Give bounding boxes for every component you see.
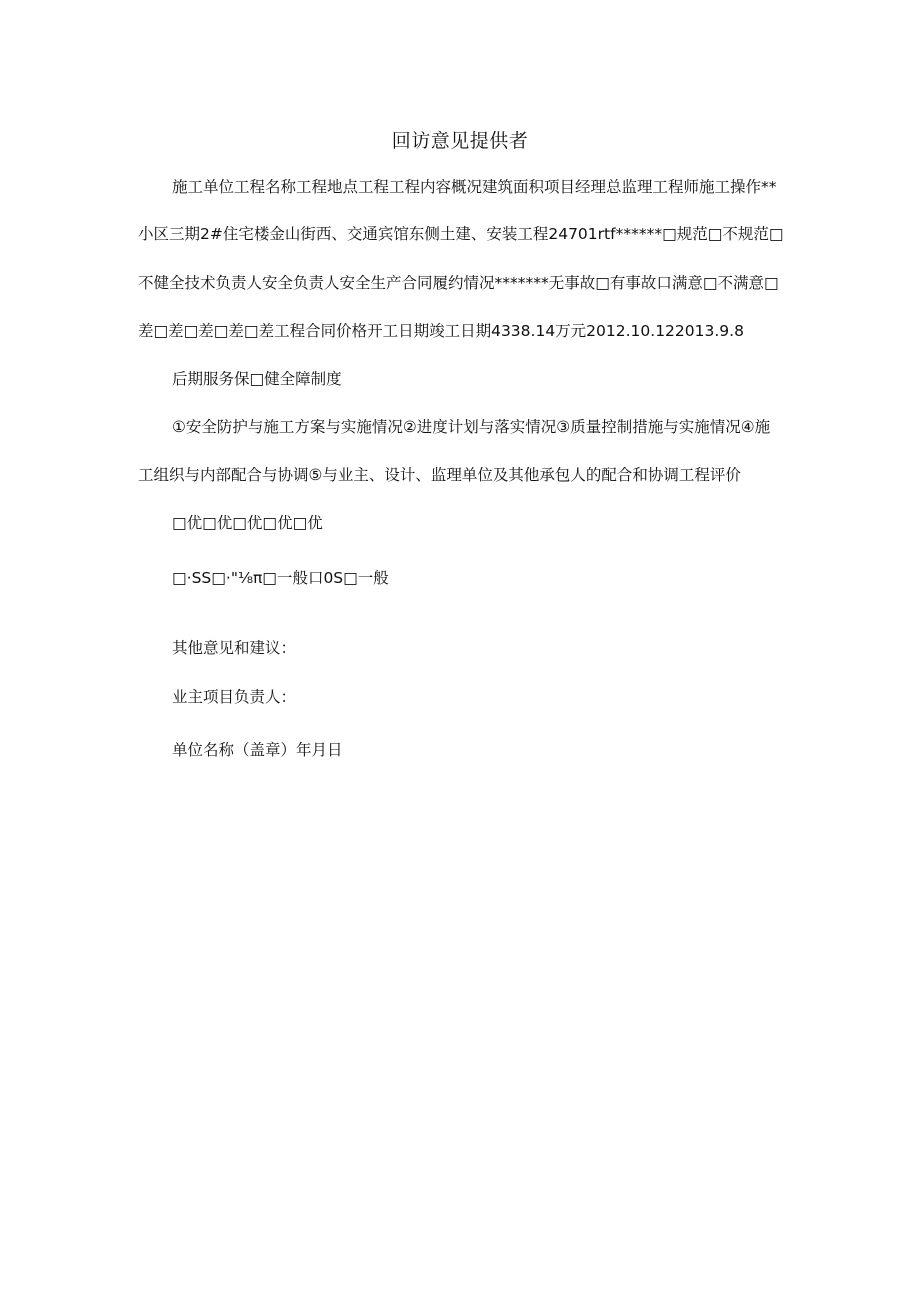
text-line-7: 工组织与内部配合与协调⑤与业主、设计、监理单位及其他承包人的配合和协调工程评价: [138, 466, 741, 484]
text-line-5: 后期服务保□健全障制度: [172, 370, 342, 388]
text-line-9: □·SS□·"⅛π□一般口0S□一般: [172, 569, 389, 587]
text-line-2: 小区三期2#住宅楼金山街西、交通宾馆东侧土建、安装工程24701rtf******□规范□不规范□: [138, 225, 784, 243]
text-line-8: □优□优□优□优□优: [172, 514, 323, 532]
owner-project-lead-label: 业主项目负责人：: [172, 688, 297, 706]
text-line-4: 差□差□差□差□差工程合同价格开工日期竣工日期4338.14万元2012.10.122013.9.8: [138, 322, 744, 340]
other-comments-label: 其他意见和建议：: [172, 639, 297, 657]
text-line-6: ①安全防护与施工方案与实施情况②进度计划与落实情况③质量控制措施与实施情况④施: [172, 418, 771, 436]
unit-name-seal-date-label: 单位名称（盖章）年月日: [172, 741, 343, 759]
document-title: 回访意见提供者: [391, 130, 529, 152]
text-line-3: 不健全技术负责人安全负责人安全生产合同履约情况*******无事故□有事故口满意□不满意□: [138, 274, 779, 292]
text-line-1: 施工单位工程名称工程地点工程工程内容概况建筑面积项目经理总监理工程师施工操作**: [172, 178, 777, 196]
